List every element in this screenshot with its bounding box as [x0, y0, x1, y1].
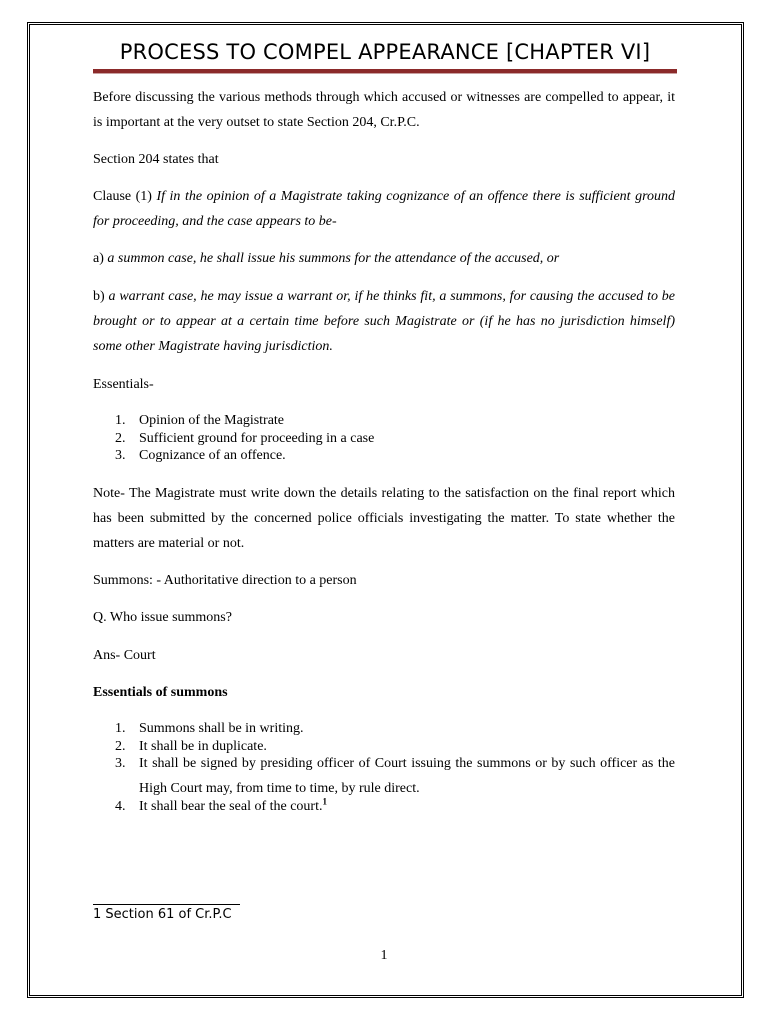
list-item	[93, 798, 675, 816]
list-item	[93, 447, 675, 465]
question-line: Q. Who issue summons?	[93, 610, 232, 625]
list-item-text: Cognizance of an offence.	[139, 448, 286, 463]
footnote-reference[interactable]: 1	[322, 796, 327, 807]
list-item-number: 1.	[115, 721, 126, 736]
list-item-number: 2.	[115, 738, 126, 754]
list-item-number: 1.	[115, 413, 126, 428]
essentials-list	[93, 412, 675, 465]
list-item-text: It shall be in duplicate.	[139, 738, 267, 754]
list-item-number: 3.	[115, 448, 126, 463]
list-item-text: Summons shall be in writing.	[139, 721, 304, 736]
list-item	[93, 751, 675, 801]
clause-1-prefix: Clause (1)	[93, 189, 157, 204]
note-paragraph: Note- The Magistrate must write down the details relating to the satisfaction on the final report which has been submitted by the concerned police officials investigating the matter. To state whether the matters are material or not.	[93, 486, 675, 551]
essentials-label: Essentials-	[93, 377, 154, 392]
list-item-text: Opinion of the Magistrate	[139, 413, 285, 428]
essentials-of-summons-heading: Essentials of summons	[93, 685, 228, 700]
clause-1-paragraph	[93, 184, 675, 234]
title-underline	[93, 69, 677, 74]
intro-paragraph: Before discussing the various methods through which accused or witnesses are compelled to appear, it is important at the very outset to state Section 204, Cr.P.C.	[93, 90, 675, 130]
answer-line: Ans- Court	[93, 648, 156, 663]
clause-b-text: a warrant case, he may issue a warrant or, if he thinks fit, a summons, for causing the accused to be brought or to appear at a certain time before such Magistrate or (if he has no jurisdiction himself) some other Magistrate having jurisdiction.	[93, 289, 675, 354]
list-item	[93, 430, 675, 448]
clause-a-prefix: a)	[93, 251, 108, 266]
list-item-number: 2.	[115, 430, 126, 446]
list-item-text: It shall be signed by presiding officer of Court issuing the summons or by such officer as the High Court may, from time to time, by rule direct.	[139, 756, 675, 796]
summons-essentials-list	[93, 720, 675, 816]
list-item-text: It shall bear the seal of the court.	[139, 799, 323, 814]
clause-b-paragraph	[93, 284, 675, 359]
summons-definition: Summons: - Authoritative direction to a person	[93, 573, 357, 588]
clause-b-prefix: b)	[93, 289, 109, 304]
clause-1-text: If in the opinion of a Magistrate taking cognizance of an offence there is sufficient ground for proceeding, and the case appears to be-	[93, 189, 675, 229]
list-item-number: 4.	[115, 799, 126, 814]
section-states-line: Section 204 states that	[93, 152, 219, 167]
list-item-number: 3.	[115, 756, 126, 771]
page-title: PROCESS TO COMPEL APPEARANCE [CHAPTER VI]	[119, 40, 651, 64]
footnote-separator	[93, 904, 240, 905]
page-number: 1	[380, 948, 388, 963]
list-item-text: Sufficient ground for proceeding in a case	[139, 430, 375, 446]
list-item	[93, 720, 675, 738]
list-item	[93, 412, 675, 430]
clause-a-paragraph	[93, 246, 675, 271]
footnote-text: 1 Section 61 of Cr.P.C	[93, 907, 232, 922]
clause-a-text: a summon case, he shall issue his summons for the attendance of the accused, or	[107, 251, 560, 266]
